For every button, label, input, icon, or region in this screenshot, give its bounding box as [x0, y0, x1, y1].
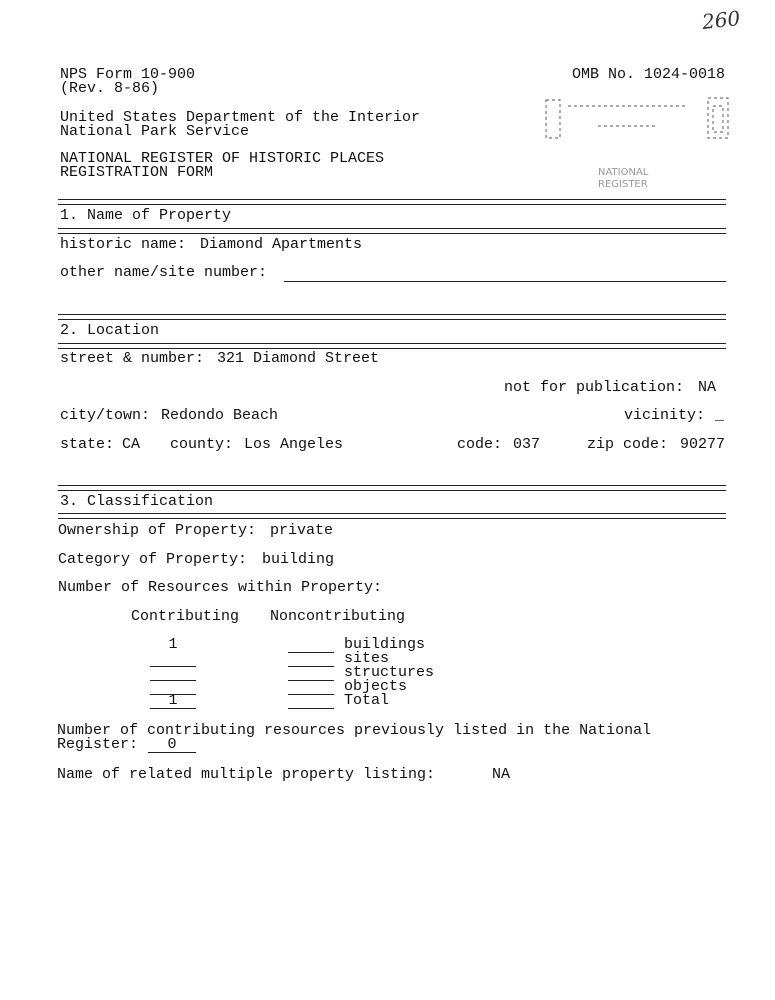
- publication-label: not for publication:: [504, 379, 685, 396]
- other-name-label: other name/site number:: [60, 264, 268, 281]
- buildings-label: buildings: [344, 636, 426, 653]
- sites-label: sites: [344, 650, 390, 667]
- handwritten-annotation: 260: [700, 6, 742, 34]
- multiple-listing-label: Name of related multiple property listing:: [57, 766, 436, 783]
- category-value: building: [262, 551, 335, 568]
- state-label: state:: [60, 436, 115, 453]
- county-label: county:: [170, 436, 234, 453]
- section-divider: [58, 314, 726, 320]
- vicinity-value: _: [715, 407, 725, 424]
- noncontributing-total-line: [288, 708, 334, 709]
- previously-listed-value: 0: [167, 736, 177, 753]
- objects-label: objects: [344, 678, 408, 695]
- stamp-text-2: REGISTER: [598, 179, 648, 190]
- contributing-column-header: Contributing: [131, 608, 240, 625]
- street-label: street & number:: [60, 350, 205, 367]
- zip-value: 90277: [680, 436, 726, 453]
- code-label: code:: [457, 436, 503, 453]
- section-3-heading: 3. Classification: [60, 493, 214, 510]
- multiple-listing-value: NA: [492, 766, 511, 783]
- form-title: NATIONAL REGISTER OF HISTORIC PLACES: [60, 150, 385, 167]
- other-name-line: [284, 281, 726, 282]
- received-stamp: [538, 92, 734, 192]
- previously-listed-label: Register:: [57, 736, 139, 753]
- section-1-heading: 1. Name of Property: [60, 207, 232, 224]
- noncontributing-column-header: Noncontributing: [270, 608, 406, 625]
- contributing-structures-line: [150, 680, 196, 681]
- state-value: CA: [122, 436, 141, 453]
- contributing-sites-line: [150, 666, 196, 667]
- contributing-total-line: [150, 708, 196, 709]
- previously-listed-text: Number of contributing resources previously listed in the National: [57, 722, 652, 739]
- historic-name-value: Diamond Apartments: [200, 236, 363, 253]
- contributing-total-value: 1: [168, 692, 178, 709]
- section-divider: [58, 199, 726, 205]
- section-divider: [58, 485, 726, 491]
- form-number: NPS Form 10-900: [60, 66, 196, 83]
- total-label: Total: [344, 692, 390, 709]
- vicinity-label: vicinity:: [624, 407, 706, 424]
- street-value: 321 Diamond Street: [217, 350, 380, 367]
- previously-listed-line: [148, 752, 196, 753]
- omb-number: OMB No. 1024-0018: [572, 66, 726, 83]
- section-divider: [58, 228, 726, 234]
- section-2-heading: 2. Location: [60, 322, 160, 339]
- agency-department: United States Department of the Interior: [60, 109, 421, 126]
- section-divider: [58, 343, 726, 349]
- form-revision: (Rev. 8-86): [60, 80, 160, 97]
- publication-value: NA: [698, 379, 717, 396]
- city-value: Redondo Beach: [161, 407, 279, 424]
- ownership-value: private: [270, 522, 334, 539]
- section-divider: [58, 513, 726, 519]
- contributing-buildings-value: 1: [168, 636, 178, 653]
- city-label: city/town:: [60, 407, 151, 424]
- agency-service: National Park Service: [60, 123, 250, 140]
- ownership-label: Ownership of Property:: [58, 522, 257, 539]
- historic-name-label: historic name:: [60, 236, 187, 253]
- form-subtitle: REGISTRATION FORM: [60, 164, 214, 181]
- noncontributing-structures-line: [288, 680, 334, 681]
- county-value: Los Angeles: [244, 436, 344, 453]
- resources-label: Number of Resources within Property:: [58, 579, 383, 596]
- noncontributing-sites-line: [288, 666, 334, 667]
- code-value: 037: [513, 436, 541, 453]
- noncontributing-objects-line: [288, 694, 334, 695]
- category-label: Category of Property:: [58, 551, 248, 568]
- structures-label: structures: [344, 664, 435, 681]
- zip-label: zip code:: [587, 436, 669, 453]
- stamp-text-1: NATIONAL: [598, 167, 649, 178]
- noncontributing-buildings-line: [288, 652, 334, 653]
